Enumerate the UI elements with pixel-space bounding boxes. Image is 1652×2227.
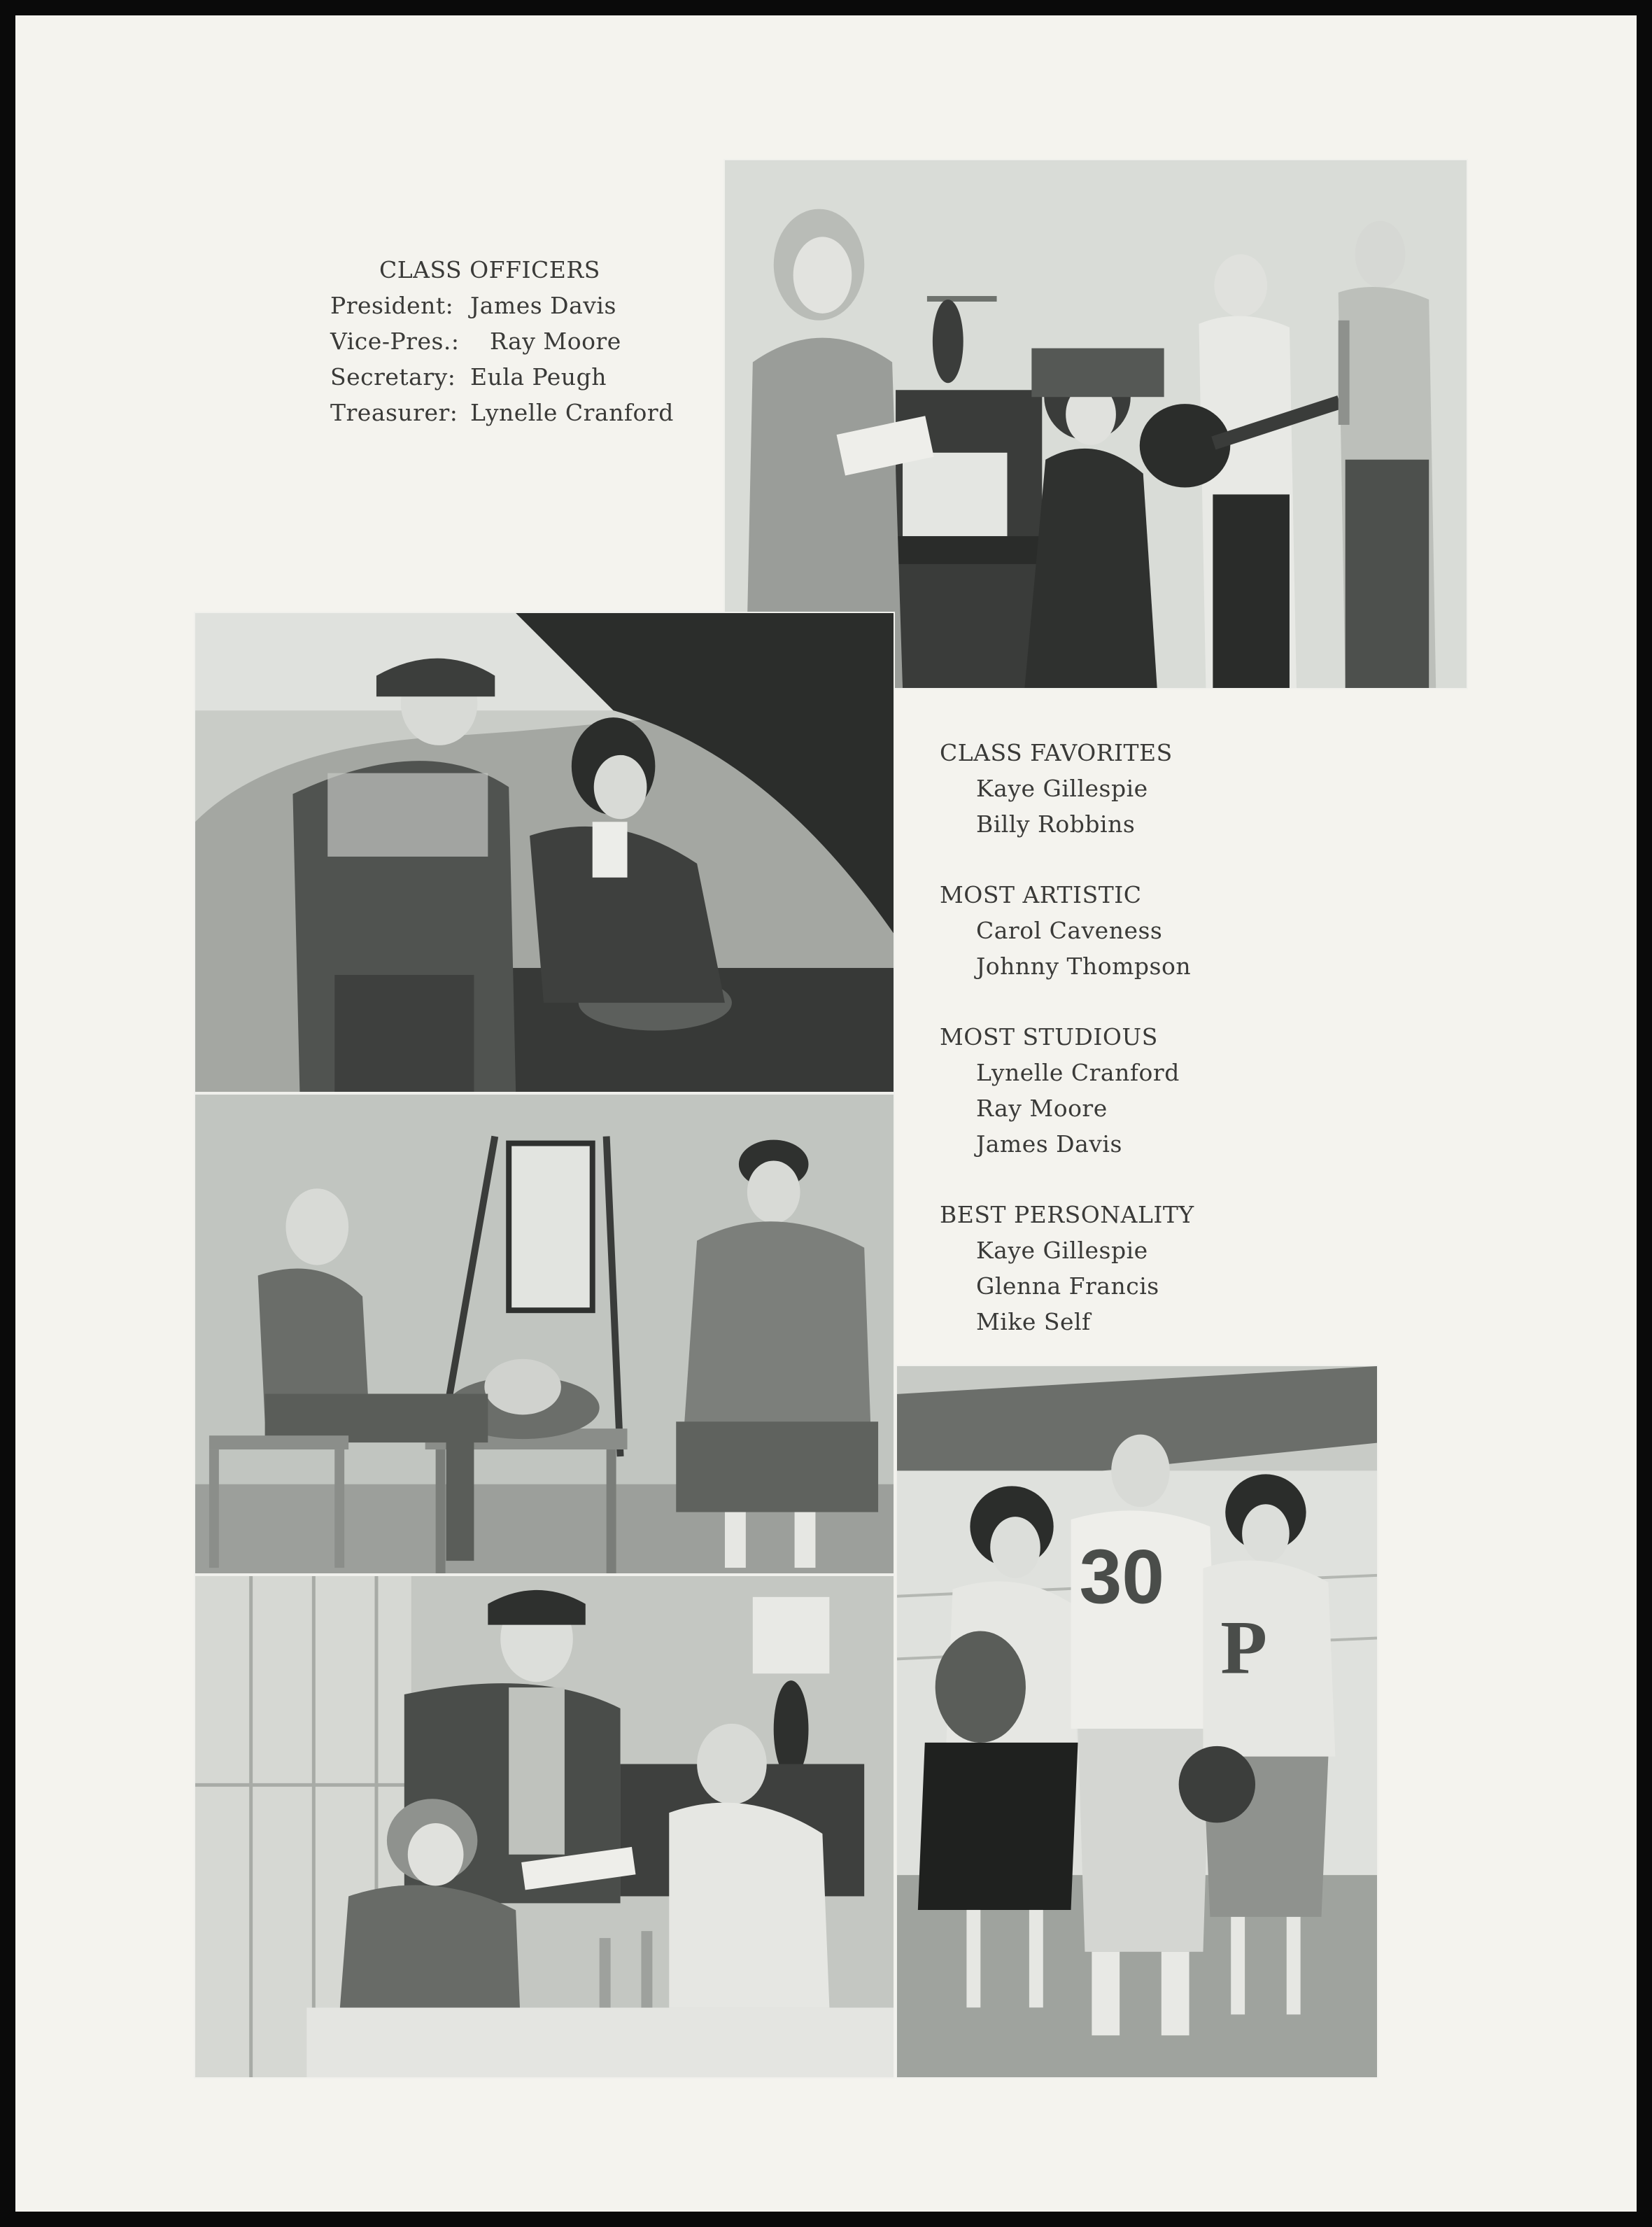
- award-heading: BEST PERSONALITY: [940, 1201, 1194, 1228]
- music-group-photo: [723, 159, 1468, 689]
- officer-row: [330, 323, 674, 359]
- class-officers-heading: CLASS OFFICERS: [379, 256, 600, 283]
- music-group-photo-image: [725, 160, 1467, 688]
- award-best-personality: [940, 1197, 1194, 1340]
- study-table-photo: [194, 1575, 895, 2079]
- sweater-letter: P: [1220, 1604, 1268, 1690]
- officer-role: Secretary:: [330, 363, 456, 391]
- award-most-studious: [940, 1019, 1194, 1162]
- award-name: Glenna Francis: [976, 1272, 1159, 1300]
- award-heading: MOST STUDIOUS: [940, 1023, 1158, 1051]
- award-name: Lynelle Cranford: [976, 1059, 1180, 1086]
- award-name: Kaye Gillespie: [976, 1237, 1148, 1264]
- class-awards: [940, 735, 1194, 1375]
- award-most-artistic: [940, 877, 1194, 984]
- award-name: Johnny Thompson: [976, 953, 1192, 980]
- easel-photo-image: [195, 1095, 894, 1573]
- officer-name: Eula Peugh: [470, 363, 607, 391]
- jersey-number: 30: [1079, 1534, 1165, 1620]
- award-heading: CLASS FAVORITES: [940, 739, 1173, 766]
- officer-role: President:: [330, 292, 454, 319]
- award-name: Carol Caveness: [976, 917, 1163, 944]
- car-engine-photo: [194, 612, 895, 1093]
- award-class-favorites: [940, 735, 1194, 842]
- officer-row: [330, 288, 674, 323]
- football-player-photo-image: [897, 1366, 1377, 2077]
- officer-name: Lynelle Cranford: [470, 399, 674, 426]
- award-name: Mike Self: [976, 1308, 1091, 1335]
- award-heading: MOST ARTISTIC: [940, 881, 1142, 908]
- study-table-photo-image: [195, 1576, 894, 2077]
- car-engine-photo-image: [195, 613, 894, 1092]
- award-name: Billy Robbins: [976, 810, 1136, 838]
- officer-row: [330, 359, 674, 395]
- easel-photo: [194, 1093, 895, 1575]
- class-officers: [330, 252, 674, 430]
- award-name: Kaye Gillespie: [976, 775, 1148, 802]
- officer-name: Ray Moore: [490, 328, 621, 355]
- football-player-photo: [896, 1365, 1378, 2079]
- officer-row: [330, 395, 674, 430]
- officer-role: Vice-Pres.:: [330, 328, 460, 355]
- award-name: Ray Moore: [976, 1095, 1108, 1122]
- award-name: James Davis: [976, 1130, 1122, 1158]
- yearbook-page: [15, 15, 1637, 2212]
- officer-name: James Davis: [470, 292, 616, 319]
- officer-role: Treasurer:: [330, 399, 458, 426]
